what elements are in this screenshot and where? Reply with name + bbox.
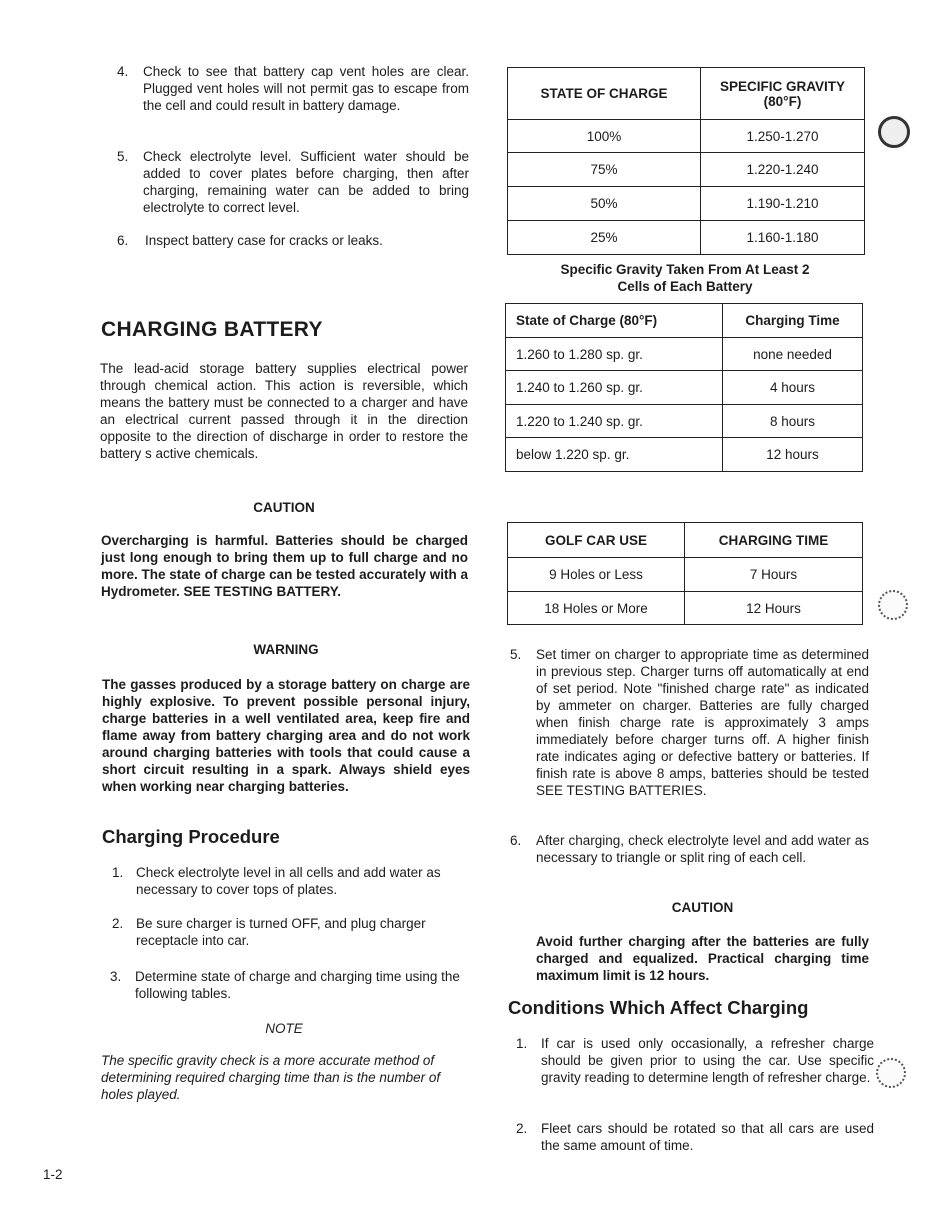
procedure-item-text: After charging, check electrolyte level and add water as necessary to triangle or split ring of each cell. <box>536 833 869 865</box>
table-cell: 1.250-1.270 <box>701 120 865 153</box>
table-header-cell: Charging Time <box>723 304 863 338</box>
gravity-table-caption: Specific Gravity Taken From At Least 2 Cells of Each Battery <box>560 262 810 294</box>
note-title: NOTE <box>265 1021 303 1036</box>
inspection-item-text: Check electrolyte level. Sufficient water should be added to cover plates before charging, then after charging, remaining water can be added to bring electrolyte to correct level. <box>143 149 469 215</box>
caution-text: Overcharging is harmful. Batteries should be charged just long enough to bring them up to full charge and no more. The state of charge can be tested accurately with a Hydrometer. SEE TESTING BATTERY. <box>101 533 468 599</box>
conditions-item-text: If car is used only occasionally, a refresher charge should be given prior to using the car. Use specific gravity reading to determine length of refresher charge. <box>541 1036 874 1085</box>
procedure-item-text: Set timer on charger to appropriate time as determined in previous step. Charger turns off automatically at end of set period. Note "finished charge rate" as indicated by ammeter on charger. Batteries are fully charged when finish charge rate is approximately 3 amps immediately before charger turns off. A higher finish rate indicates aging or defective battery or batteries. If finish rate is above 8 amps, batteries should be tested SEE TESTING BATTERIES. <box>536 647 869 798</box>
charging-procedure-heading: Charging Procedure <box>102 826 280 847</box>
table-cell: 75% <box>508 153 701 187</box>
table-cell: none needed <box>723 338 863 371</box>
procedure-item-text: Check electrolyte level in all cells and add water as necessary to cover tops of plates. <box>136 865 441 897</box>
table-header-cell: SPECIFIC GRAVITY (80°F) <box>701 68 865 120</box>
procedure-item-text: Determine state of charge and charging time using the following tables. <box>135 969 460 1001</box>
conditions-item-number: 2. <box>516 1121 528 1136</box>
caution-text: Avoid further charging after the batteries are fully charged and equalized. Practical charging time maximum limit is 12 hours. <box>536 934 869 983</box>
inspection-item-number: 4. <box>117 64 129 79</box>
table-cell: 7 Hours <box>685 558 863 592</box>
table-cell: 8 hours <box>723 405 863 438</box>
table-cell: 18 Holes or More <box>508 592 685 625</box>
table-row <box>506 438 863 472</box>
caution-title: CAUTION <box>253 500 315 515</box>
golf-car-use-table <box>507 522 863 625</box>
table-header-cell: CHARGING TIME <box>685 523 863 558</box>
table-header-row <box>508 68 865 120</box>
inspection-item-text: Inspect battery case for cracks or leaks. <box>145 233 383 248</box>
inspection-item-number: 5. <box>117 149 129 164</box>
table-cell: 12 hours <box>723 438 863 472</box>
inspection-item-text: Check to see that battery cap vent holes are clear. Plugged vent holes will not permit gas to escape from the cell and could result in battery damage. <box>143 64 469 113</box>
table-cell: 50% <box>508 187 701 221</box>
table-header-row <box>506 304 863 338</box>
table-cell: 1.260 to 1.280 sp. gr. <box>506 338 723 371</box>
inspection-item-number: 6. <box>117 233 129 248</box>
table-cell: 1.220 to 1.240 sp. gr. <box>506 405 723 438</box>
caution-title: CAUTION <box>671 900 734 915</box>
conditions-heading: Conditions Which Affect Charging <box>508 997 809 1018</box>
table-row <box>506 405 863 438</box>
page-number: 1-2 <box>43 1167 63 1182</box>
conditions-item-number: 1. <box>516 1036 528 1051</box>
table-cell: 1.220-1.240 <box>701 153 865 187</box>
table-row <box>508 221 865 255</box>
warning-title: WARNING <box>253 642 319 657</box>
table-row <box>506 371 863 405</box>
procedure-item-number: 1. <box>112 865 124 880</box>
specific-gravity-table <box>507 67 865 255</box>
charging-intro-paragraph: The lead-acid storage battery supplies electrical power through chemical action. This action is reversible, which means the battery must be connected to a charger and have an electrical current passed through it in the direction opposite to the direction of discharge in order to restore the battery s active chemicals. <box>100 361 468 461</box>
binder-hole-icon <box>876 1058 906 1088</box>
table-cell: 1.160-1.180 <box>701 221 865 255</box>
note-text: The specific gravity check is a more accurate method of determining required charging time than is the number of holes played. <box>101 1053 441 1102</box>
binder-hole-icon <box>878 590 908 620</box>
charging-battery-heading: CHARGING BATTERY <box>101 318 323 341</box>
table-cell: 1.190-1.210 <box>701 187 865 221</box>
table-cell: 25% <box>508 221 701 255</box>
table-row <box>508 153 865 187</box>
procedure-item-number: 5. <box>510 647 522 662</box>
table-row <box>508 187 865 221</box>
table-cell: below 1.220 sp. gr. <box>506 438 723 472</box>
procedure-item-number: 6. <box>510 833 522 848</box>
charging-time-table <box>505 303 863 472</box>
table-cell: 4 hours <box>723 371 863 405</box>
table-cell: 1.240 to 1.260 sp. gr. <box>506 371 723 405</box>
table-header-cell: GOLF CAR USE <box>508 523 685 558</box>
binder-hole-icon <box>878 116 910 148</box>
table-header-row <box>508 523 863 558</box>
procedure-item-number: 2. <box>112 916 124 931</box>
table-header-cell: STATE OF CHARGE <box>508 68 701 120</box>
procedure-item-text: Be sure charger is turned OFF, and plug charger receptacle into car. <box>136 916 426 948</box>
table-row <box>506 338 863 371</box>
table-row <box>508 592 863 625</box>
table-cell: 9 Holes or Less <box>508 558 685 592</box>
conditions-item-text: Fleet cars should be rotated so that all cars are used the same amount of time. <box>541 1121 874 1153</box>
table-cell: 100% <box>508 120 701 153</box>
warning-text: The gasses produced by a storage battery on charge are highly explosive. To prevent possible personal injury, charge batteries in a well ventilated area, keep fire and flame away from battery charging area and do not work around charging batteries with tools that could cause a short circuit resulting in a spark. Always shield eyes when working near charging batteries. <box>102 677 470 794</box>
table-row <box>508 558 863 592</box>
table-header-cell: State of Charge (80°F) <box>506 304 723 338</box>
procedure-item-number: 3. <box>110 969 122 984</box>
table-row <box>508 120 865 153</box>
table-cell: 12 Hours <box>685 592 863 625</box>
